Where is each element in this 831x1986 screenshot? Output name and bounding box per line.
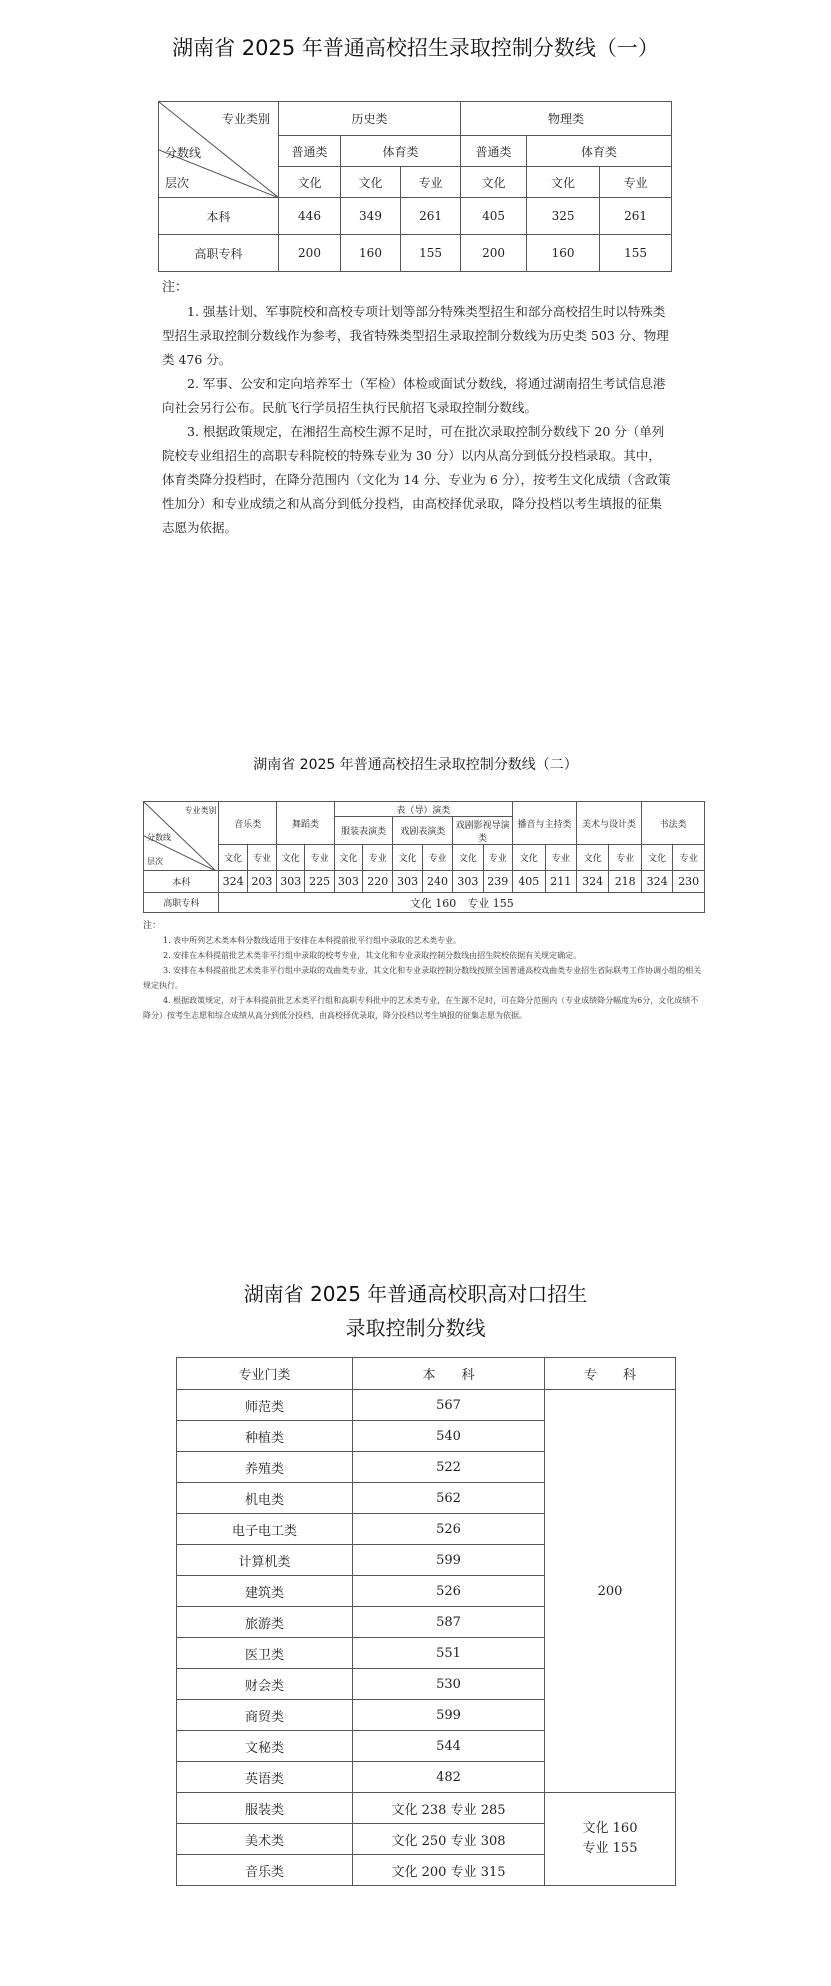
score-cell: 324 xyxy=(641,871,672,893)
score-cell: 405 xyxy=(513,871,545,893)
header-culture: 文化 xyxy=(453,845,483,871)
note-item: 2. 安排在本科提前批艺术类非平行组中录取的校考专业，其文化和专业录取控制分数线由招生院校依据有关规定确定。 xyxy=(163,951,582,960)
corner-score-label: 分数线 xyxy=(147,833,171,842)
table-row xyxy=(144,871,705,893)
art-junior-culture: 文化 160 xyxy=(582,1821,638,1836)
section1-score-table xyxy=(158,101,672,272)
header-major: 专业 xyxy=(609,845,642,871)
header-major: 专业 xyxy=(247,845,276,871)
corner-level-label: 层次 xyxy=(165,176,190,190)
section2-title: 湖南省 2025 年普通高校招生录取控制分数线（二） xyxy=(253,757,578,773)
perform-header: 表（导）演类 xyxy=(334,802,512,817)
score-cell: 160 xyxy=(527,235,600,272)
history-general-header: 普通类 xyxy=(279,136,341,167)
row-label: 高职专科 xyxy=(159,235,279,272)
table-row xyxy=(159,235,672,272)
score-cell: 200 xyxy=(279,235,341,272)
section3-score-table xyxy=(176,1357,676,1886)
corner-level-label: 层次 xyxy=(147,857,163,866)
corner-category-label: 专业类别 xyxy=(184,806,217,815)
history-header: 历史类 xyxy=(279,102,461,136)
score-cell: 303 xyxy=(334,871,362,893)
score-cell: 303 xyxy=(277,871,305,893)
category-cell: 财会类 xyxy=(177,1669,353,1700)
category-cell: 美术类 xyxy=(177,1824,353,1855)
score-cell: 211 xyxy=(545,871,576,893)
score-cell: 405 xyxy=(461,198,527,235)
category-cell: 师范类 xyxy=(177,1390,353,1421)
score-cell: 230 xyxy=(673,871,705,893)
header-major: 专业 xyxy=(363,845,393,871)
score-cell: 225 xyxy=(305,871,334,893)
score-cell: 324 xyxy=(576,871,608,893)
category-cell: 机电类 xyxy=(177,1483,353,1514)
score-cell: 482 xyxy=(353,1762,545,1793)
score-cell: 325 xyxy=(527,198,600,235)
physics-header: 物理类 xyxy=(461,102,672,136)
history-sports-header: 体育类 xyxy=(341,136,461,167)
category-cell: 旅游类 xyxy=(177,1607,353,1638)
category-cell: 文秘类 xyxy=(177,1731,353,1762)
score-cell: 530 xyxy=(353,1669,545,1700)
note-item: 4. 根据政策规定，对于本科提前批艺术类平行组和高职专科批中的艺术类专业，在生源不足时，可在降分范围内（专业成绩降分幅度为6分，文化成绩不降分）按考生志愿和综合成绩从高分到低分投档，由高校择优录取，降分投档以考生填报的征集志愿为依据。 xyxy=(143,996,699,1020)
header-major: 专业 xyxy=(401,167,461,198)
undergrad-header: 本 科 xyxy=(353,1358,545,1390)
score-cell: 567 xyxy=(353,1390,545,1421)
header-culture: 文化 xyxy=(513,845,545,871)
music-header: 音乐类 xyxy=(219,802,277,845)
score-cell: 261 xyxy=(401,198,461,235)
row-label: 本科 xyxy=(159,198,279,235)
score-cell: 303 xyxy=(453,871,483,893)
score-cell: 155 xyxy=(401,235,461,272)
score-cell: 303 xyxy=(393,871,422,893)
score-cell: 200 xyxy=(461,235,527,272)
score-cell: 文化 200 专业 315 xyxy=(353,1855,545,1886)
section3-title-line1: 湖南省 2025 年普通高校职高对口招生 xyxy=(243,1282,588,1306)
art-junior-major: 专业 155 xyxy=(582,1841,638,1856)
category-header: 专业门类 xyxy=(177,1358,353,1390)
score-cell: 526 xyxy=(353,1576,545,1607)
header-culture: 文化 xyxy=(334,845,362,871)
art-junior-score-cell xyxy=(545,1793,676,1886)
score-cell: 599 xyxy=(353,1545,545,1576)
physics-sports-header: 体育类 xyxy=(527,136,672,167)
category-cell: 音乐类 xyxy=(177,1855,353,1886)
header-culture: 文化 xyxy=(341,167,401,198)
drama-header: 戏剧表演类 xyxy=(393,817,453,845)
score-cell: 240 xyxy=(422,871,452,893)
score-cell: 526 xyxy=(353,1514,545,1545)
header-culture: 文化 xyxy=(527,167,600,198)
note-item: 2. 军事、公安和定向培养军士（军检）体检或面试分数线，将通过湖南招生考试信息港向社会另行公布。民航飞行学员招生执行民航招飞录取控制分数线。 xyxy=(162,376,666,415)
category-cell: 英语类 xyxy=(177,1762,353,1793)
score-cell: 551 xyxy=(353,1638,545,1669)
section2-score-table xyxy=(143,801,705,913)
header-culture: 文化 xyxy=(279,167,341,198)
score-cell: 599 xyxy=(353,1700,545,1731)
section1-notes xyxy=(162,300,672,540)
header-culture: 文化 xyxy=(641,845,672,871)
score-cell: 文化 238 专业 285 xyxy=(353,1793,545,1824)
note-item: 3. 安排在本科提前批艺术类非平行组中录取的戏曲类专业，其文化和专业录取控制分数线按照全国普通高校戏曲类专业招生省际联考工作协调小组的相关规定执行。 xyxy=(143,966,702,990)
corner-category-label: 专业类别 xyxy=(221,112,270,126)
host-header: 播音与主持类 xyxy=(513,802,577,845)
header-culture: 文化 xyxy=(219,845,247,871)
note-item: 1. 强基计划、军事院校和高校专项计划等部分特殊类型招生和部分高校招生时以特殊类型招生录取控制分数线作为参考，我省特殊类型招生录取控制分数线为历史类 503 分、物理类 476 分。 xyxy=(162,304,669,367)
category-cell: 种植类 xyxy=(177,1421,353,1452)
score-cell: 544 xyxy=(353,1731,545,1762)
junior-header: 专 科 xyxy=(545,1358,676,1390)
score-cell: 446 xyxy=(279,198,341,235)
score-cell: 324 xyxy=(219,871,247,893)
score-cell: 239 xyxy=(483,871,512,893)
header-major: 专业 xyxy=(305,845,334,871)
category-cell: 养殖类 xyxy=(177,1452,353,1483)
row-label: 高职专科 xyxy=(144,893,219,913)
section3-title-line2: 录取控制分数线 xyxy=(345,1316,486,1340)
score-cell: 587 xyxy=(353,1607,545,1638)
costume-header: 服装表演类 xyxy=(334,817,393,845)
score-cell: 203 xyxy=(247,871,276,893)
score-cell: 218 xyxy=(609,871,642,893)
header-major: 专业 xyxy=(673,845,705,871)
category-cell: 商贸类 xyxy=(177,1700,353,1731)
header-major: 专业 xyxy=(483,845,512,871)
note-item: 1. 表中所列艺术类本科分数线适用于安排在本科提前批平行组中录取的艺术类专业。 xyxy=(163,936,462,945)
header-major: 专业 xyxy=(545,845,576,871)
dance-header: 舞蹈类 xyxy=(277,802,335,845)
score-cell: 文化 160 专业 155 xyxy=(219,893,705,913)
category-cell: 计算机类 xyxy=(177,1545,353,1576)
header-culture: 文化 xyxy=(277,845,305,871)
section1-corner-header xyxy=(159,102,279,198)
corner-score-label: 分数线 xyxy=(165,146,202,160)
score-cell: 562 xyxy=(353,1483,545,1514)
header-major: 专业 xyxy=(422,845,452,871)
table-row xyxy=(177,1793,676,1824)
section1-note-label: 注： xyxy=(162,280,189,295)
section1-title: 湖南省 2025 年普通高校招生录取控制分数线（一） xyxy=(172,36,659,60)
note-item: 3. 根据政策规定，在湘招生高校生源不足时，可在批次录取控制分数线下 20 分（单列院校专业组招生的高职专科院校的特殊专业为 30 分）以内从高分到低分投档录取。其中，体育类降分投档时，在降分范围内（文化为 14 分、专业为 6 分），按考生文化成绩（含政策性加分）和专业成绩之和从高分到低分投档，由高校择优录取，降分投档以考生填报的征集志愿为依据。 xyxy=(162,424,671,535)
score-cell: 349 xyxy=(341,198,401,235)
header-culture: 文化 xyxy=(393,845,422,871)
category-cell: 电子电工类 xyxy=(177,1514,353,1545)
junior-score-cell: 200 xyxy=(545,1390,676,1793)
calligraphy-header: 书法类 xyxy=(641,802,704,845)
film-header: 戏剧影视导演类 xyxy=(453,817,513,845)
category-cell: 建筑类 xyxy=(177,1576,353,1607)
section2-note-label: 注： xyxy=(143,921,162,931)
score-cell: 522 xyxy=(353,1452,545,1483)
physics-general-header: 普通类 xyxy=(461,136,527,167)
section2-notes xyxy=(143,933,705,1023)
header-culture: 文化 xyxy=(461,167,527,198)
header-culture: 文化 xyxy=(576,845,608,871)
section2-corner-header xyxy=(144,802,219,871)
category-cell: 服装类 xyxy=(177,1793,353,1824)
header-major: 专业 xyxy=(600,167,672,198)
score-cell: 540 xyxy=(353,1421,545,1452)
score-cell: 155 xyxy=(600,235,672,272)
category-cell: 医卫类 xyxy=(177,1638,353,1669)
row-label: 本科 xyxy=(144,871,219,893)
score-cell: 261 xyxy=(600,198,672,235)
art-header: 美术与设计类 xyxy=(576,802,641,845)
table-row xyxy=(159,198,672,235)
score-cell: 文化 250 专业 308 xyxy=(353,1824,545,1855)
score-cell: 160 xyxy=(341,235,401,272)
score-cell: 220 xyxy=(363,871,393,893)
table-row xyxy=(144,893,705,913)
table-row xyxy=(177,1390,676,1421)
